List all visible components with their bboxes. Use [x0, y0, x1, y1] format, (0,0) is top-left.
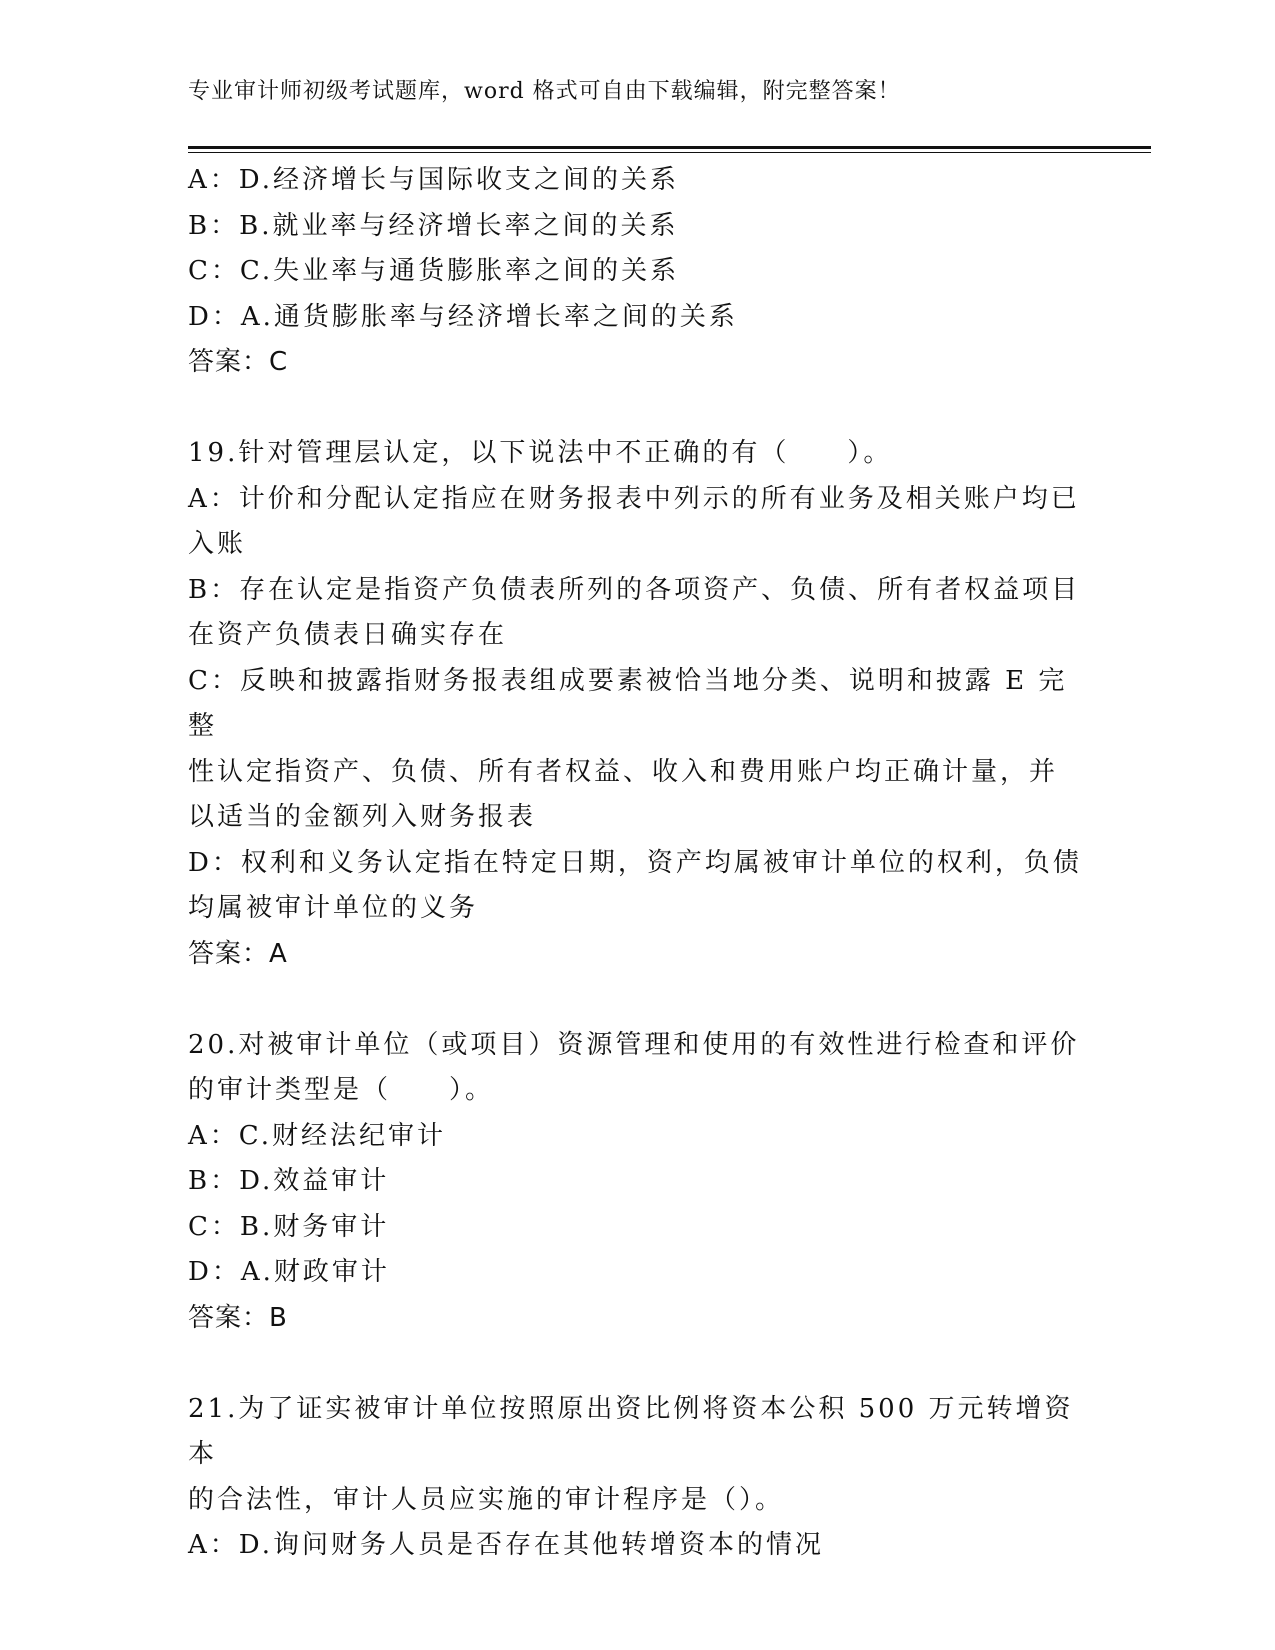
option-d: D：A.通货膨胀率与经济增长率之间的关系 — [188, 301, 738, 332]
spacer — [188, 386, 1088, 432]
answer: 答案：A — [188, 938, 288, 969]
question-20 — [188, 1023, 1088, 1342]
option-a: A：D.询问财务人员是否存在其他转增资本的情况 — [188, 1530, 824, 1560]
question-stem-cont: 的审计类型是（ ）。 — [188, 1075, 495, 1105]
question-stem: 20.对被审计单位（或项目）资源管理和使用的有效性进行检查和评价 — [188, 1029, 1080, 1060]
question-21 — [188, 1387, 1088, 1569]
question-stem: 19.针对管理层认定，以下说法中不正确的有（ ）。 — [188, 438, 893, 468]
option-b: B：D.效益审计 — [188, 1166, 390, 1196]
option-c-cont: 性认定指资产、负债、所有者权益、收入和费用账户均正确计量，并 — [188, 756, 1059, 787]
option-a: A：D.经济增长与国际收支之间的关系 — [188, 165, 679, 195]
answer: 答案：B — [188, 1302, 288, 1333]
question-19 — [188, 431, 1088, 977]
option-b: B：B.就业率与经济增长率之间的关系 — [188, 210, 679, 241]
question-18 — [188, 158, 1088, 386]
option-d-cont: 均属被审计单位的义务 — [188, 893, 479, 923]
option-a: A：计价和分配认定指应在财务报表中列示的所有业务及相关账户均已 — [188, 483, 1080, 514]
header-rule-thin — [188, 152, 1151, 153]
option-d: D：A.财政审计 — [188, 1257, 390, 1287]
option-c: C：C.失业率与通货膨胀率之间的关系 — [188, 256, 680, 286]
option-a: A：C.财经法纪审计 — [188, 1120, 447, 1151]
option-c: C：B.财务审计 — [188, 1211, 390, 1242]
option-d: D：权利和义务认定指在特定日期，资产均属被审计单位的权利，负债 — [188, 847, 1082, 878]
option-c-cont-2: 以适当的金额列入财务报表 — [188, 802, 537, 832]
answer: 答案：C — [188, 347, 289, 377]
question-stem-cont: 的合法性，审计人员应实施的审计程序是（）。 — [188, 1484, 785, 1515]
question-stem: 21.为了证实被审计单位按照原出资比例将资本公积 500 万元转增资本 — [188, 1393, 1074, 1469]
option-b-cont: 在资产负债表日确实存在 — [188, 620, 508, 650]
option-b: B：存在认定是指资产负债表所列的各项资产、负债、所有者权益项目 — [188, 574, 1081, 605]
spacer — [188, 977, 1088, 1023]
document-body — [188, 158, 1088, 1569]
page-header: 专业审计师初级考试题库，word 格式可自由下载编辑，附完整答案！ — [188, 79, 901, 104]
option-c: C：反映和披露指财务报表组成要素被恰当地分类、说明和披露 E 完整 — [188, 665, 1068, 741]
option-a-cont: 入账 — [188, 529, 247, 559]
header-rule — [188, 146, 1151, 149]
spacer — [188, 1341, 1088, 1387]
